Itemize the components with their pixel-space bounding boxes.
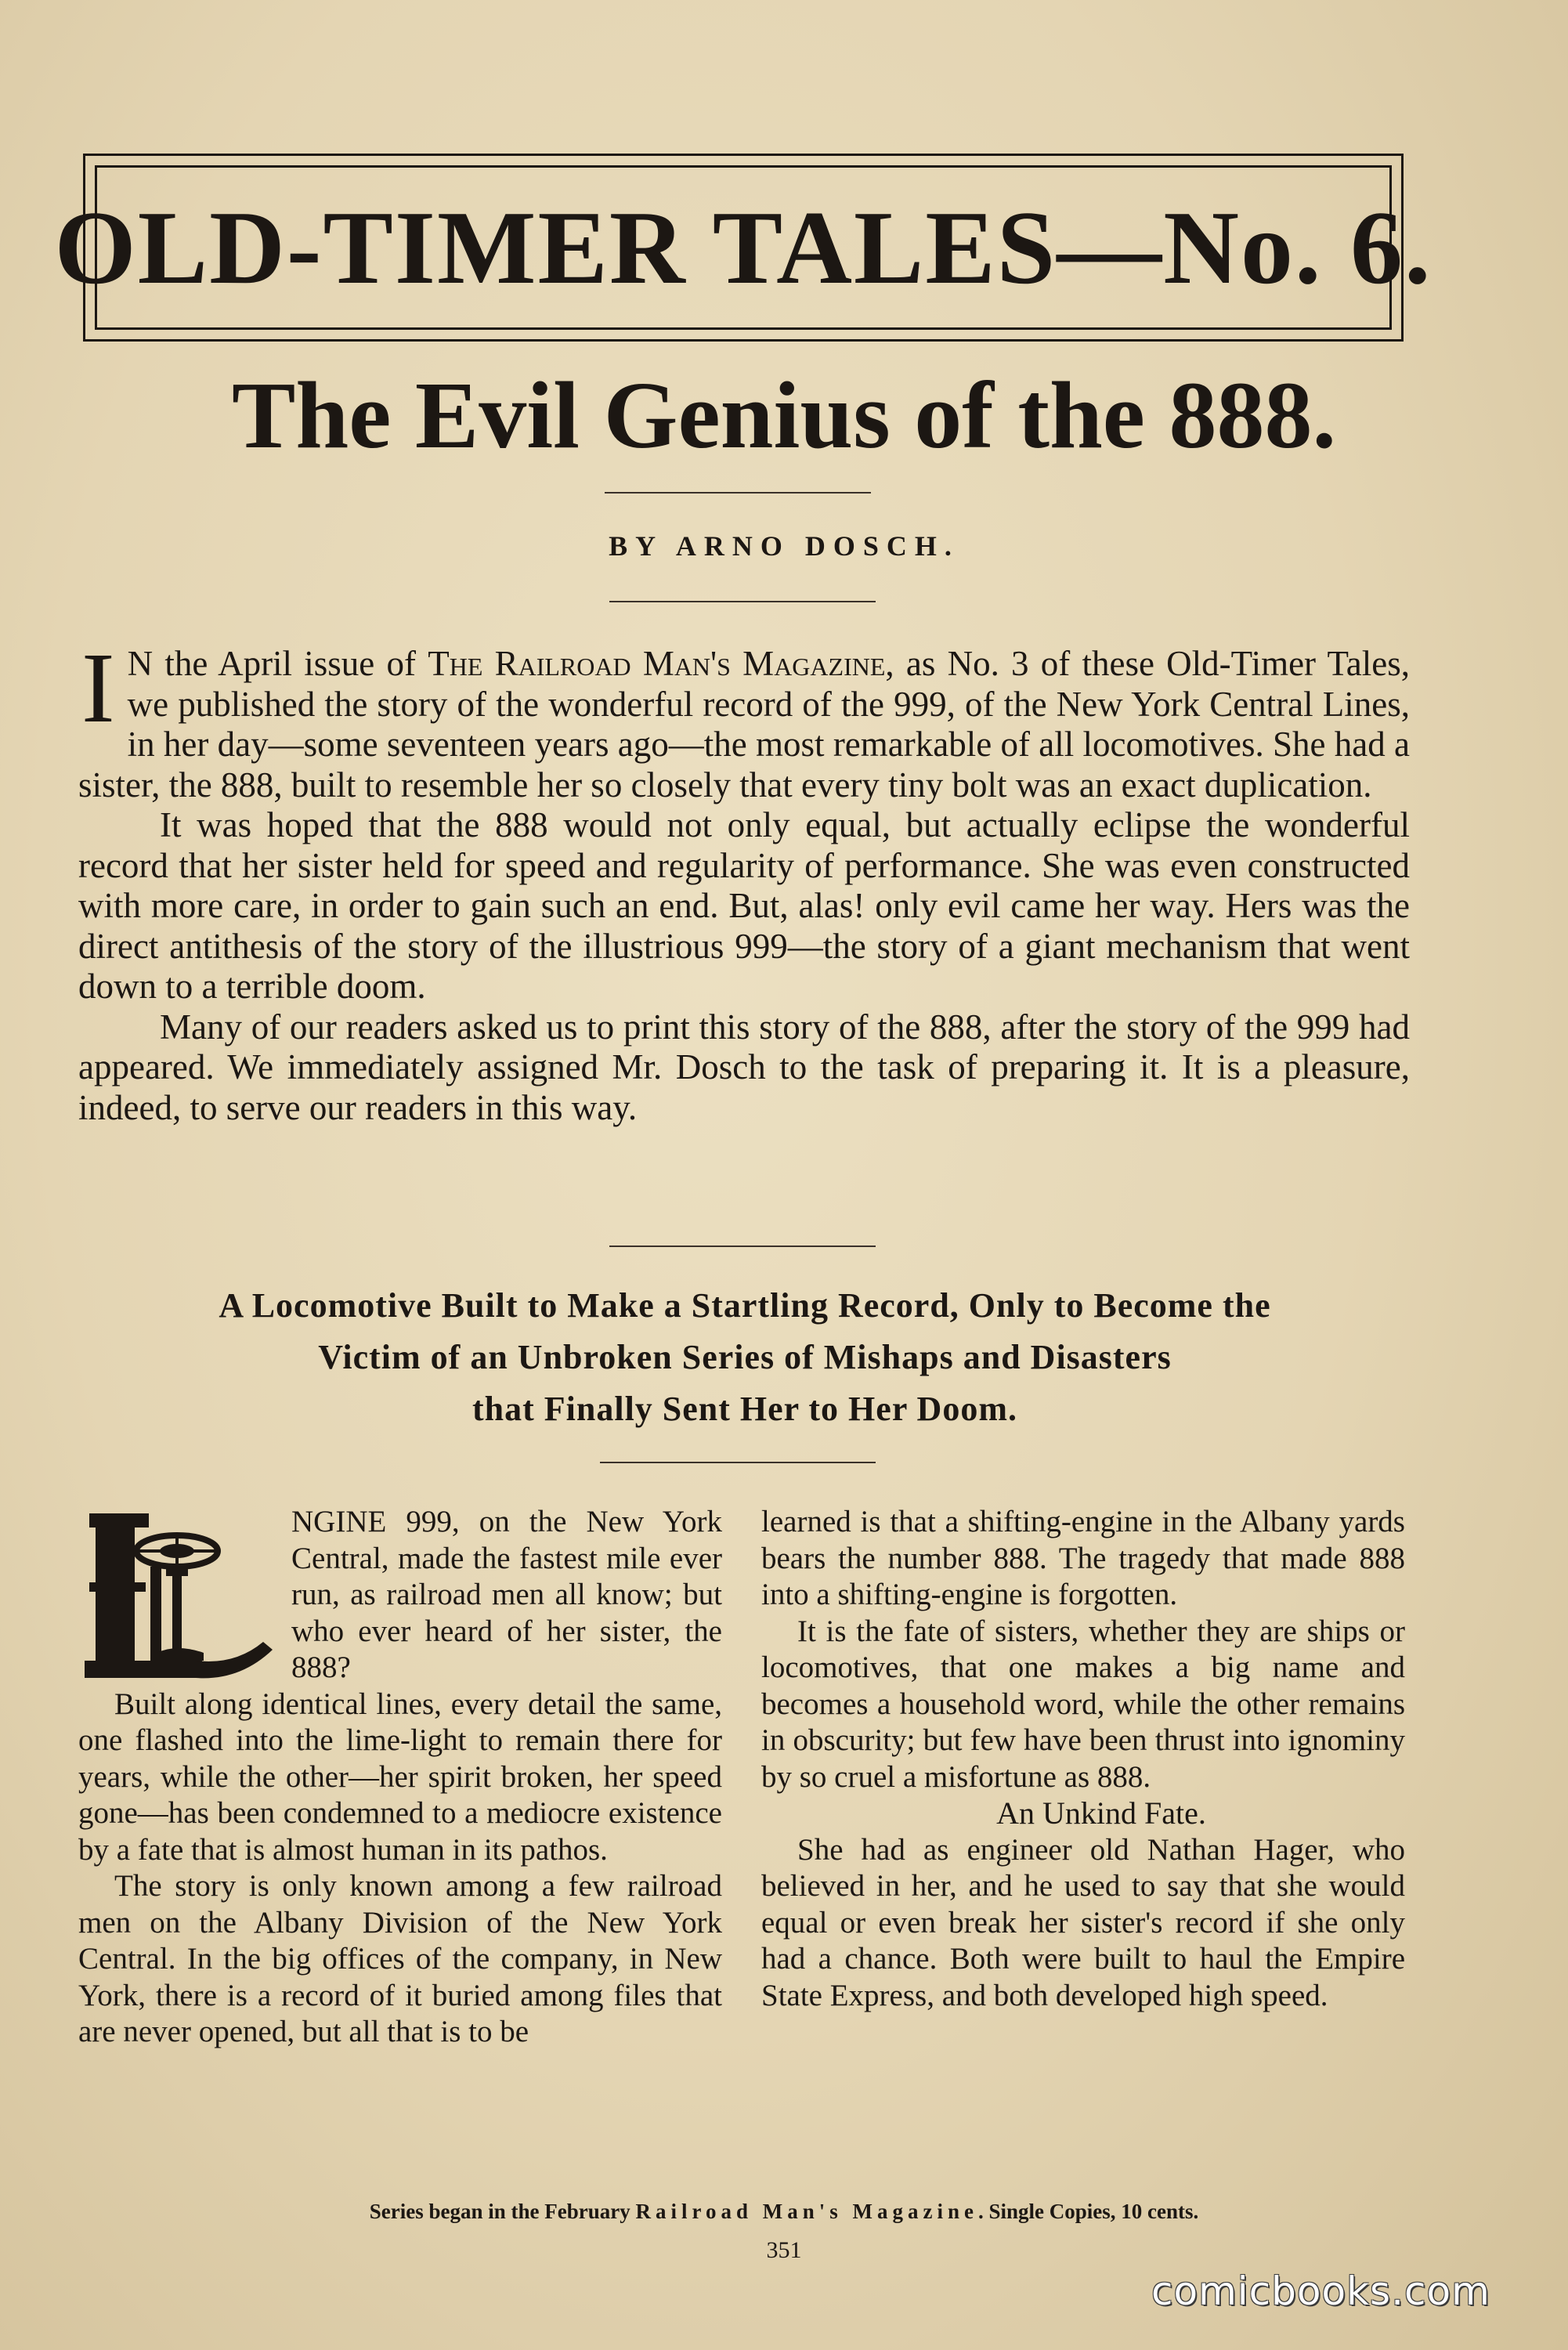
deck-line: Victim of an Unbroken Series of Mishaps and Disasters [318,1338,1172,1376]
series-title: OLD-TIMER TALES—No. 6. [54,190,1433,306]
intro-paragraph: Many of our readers asked us to print this story of the 888, after the story of the 999 had appeared. We immediately assigned Mr. Dosch to the task of preparing it. It is a pleasure, indeed, to serve our readers in this way. [78,1007,1410,1127]
editor-intro [78,632,1411,1128]
body-paragraph: learned is that a shifting-engine in the Albany yards bears the number 888. The tragedy that made 888 into a shifting-engine is forgotten. [761,1505,1405,1611]
series-title-inner-box [54,165,1433,330]
divider-rule [609,601,876,602]
series-title-box [54,154,1433,342]
body-paragraph: It is the fate of sisters, whether they are ships or locomotives, that one makes a big name and becomes a household word, while the other remains in obscurity; but few have been thrust into ignominy by so cruel a misfortune as 888. [761,1614,1405,1794]
story-deck [75,1280,1414,1435]
site-watermark: comicbooks.com [1151,2269,1490,2314]
body-paragraph: She had as engineer old Nathan Hager, who believed in her, and he used to say that she would equal or even break her sister's record if she only had a chance. Both were built to haul the Empire State Express, and both developed high speed. [761,1832,1405,2012]
intro-paragraph: It was hoped that the 888 would not only equal, but actually eclipse the wonderful record that her sister held for speed and regularity of performance. She was even constructed with more care, in order to gain such an end. But, alas! only evil came her way. Hers was the direct antithesis of the story of the illustrious 999—the story of a giant mechanism that went down to a terrible doom. [78,805,1410,1006]
body-paragraph: The story is only known among a few railroad men on the Albany Division of the New York Central. In the big offices of the company, in New York, there is a record of it buried among files that are never opened, but all that is to be [78,1869,722,2048]
divider-rule [609,1246,876,1247]
deck-line: that Finally Sent Her to Her Doom. [472,1390,1017,1428]
right-column [761,1504,1405,2014]
body-paragraph: Built along identical lines, every detail the same, one flashed into the lime-light to remain there for years, while the other—her spirit broken, her speed gone—has been condemned to a mediocre existence by a fate that is almost human in its pathos. [78,1687,722,1867]
body-paragraph: NGINE 999, on the New York Central, made the fastest mile ever run, as railroad men all know; but who ever heard of her sister, the 888? [291,1505,722,1684]
intro-paragraph: I N the April issue of The Railroad Man's Magazine, as No. 3 of these Old-Timer Tales, we published the story of the wonderful record of the 999, of the New York Central Lines, in her day—some seventeen years ago—the most remarkable of all locomotives. She had a sister, the 888, built to resemble her so closely that every tiny bolt was an exact duplication. [78,632,1411,804]
magazine-name: The Railroad Man's Magazine [428,644,886,683]
deck-line: A Locomotive Built to Make a Startling Record, Only to Become the [219,1286,1271,1325]
divider-rule [600,1462,876,1463]
series-footer: Series began in the February Railroad Man's Magazine. Single Copies, 10 cents. [369,2200,1199,2223]
ornamental-e-drop-cap-icon [78,1504,284,1686]
byline: BY ARNO DOSCH. [609,530,959,562]
left-column [78,1504,722,2051]
story-title: The Evil Genius of the 888. [232,363,1336,468]
section-subhead: An Unkind Fate. [996,1795,1206,1831]
page-number: 351 [766,2237,802,2263]
divider-rule [605,492,871,494]
drop-cap: I [81,632,115,743]
footer-magazine-name: Railroad Man's Magazine [635,2200,978,2223]
